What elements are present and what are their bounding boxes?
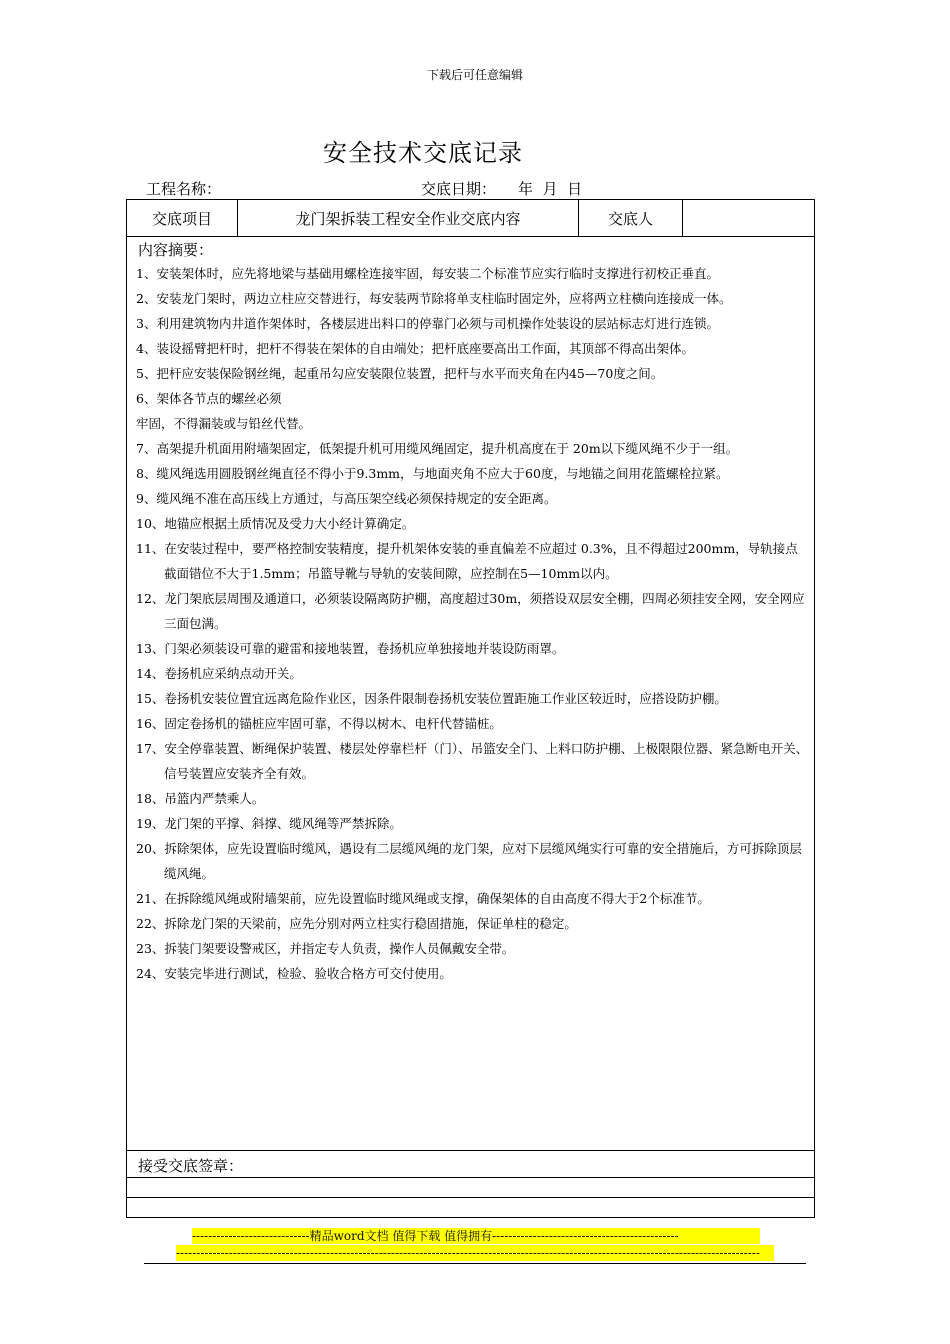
- form-header-row: [127, 200, 814, 237]
- item-label: 交底项目: [151, 209, 212, 228]
- day-label: 日: [567, 180, 583, 198]
- list-item: 16、固定卷扬机的锚桩应牢固可靠，不得以树木、电杆代替锚桩。: [136, 716, 502, 731]
- year-label: 年: [518, 180, 534, 198]
- list-item: 18、吊篮内严禁乘人。: [136, 791, 265, 806]
- month-label: 月: [542, 180, 558, 198]
- item-value: 龙门架拆装工程安全作业交底内容: [295, 209, 521, 228]
- header-note: 下载后可任意编辑: [426, 68, 523, 82]
- list-item: 10、地锚应根据土质情况及受力大小经计算确定。: [136, 516, 415, 531]
- list-item: 20、拆除架体，应先设置临时缆风，遇设有二层缆风绳的龙门架，应对下层缆风绳实行可靠的安全措施后，方可拆除顶层缆风绳。: [136, 841, 802, 881]
- list-item: 6、架体各节点的螺丝必须: [136, 391, 282, 406]
- list-item: 5、把杆应安装保险钢丝绳，起重吊勾应安装限位装置，把杆与水平而夹角在内45—70度之间。: [136, 366, 664, 381]
- signature-row: [127, 1152, 814, 1178]
- list-item: 7、高架提升机面用附墙架固定，低架提升机可用缆风绳固定，提升机高度在于 20m以下缆风绳不少于一组。: [136, 441, 739, 456]
- list-item: 9、缆风绳不准在高压线上方通过，与高压架空线必须保持规定的安全距离。: [136, 491, 557, 506]
- list-item: 牢固，不得漏装或与铅丝代替。: [136, 416, 312, 431]
- person-label: 交底人: [607, 209, 653, 228]
- list-item: 4、装设摇臂把杆时，把杆不得装在架体的自由端处；把杆底座要高出工作面，其顶部不得高出架体。: [136, 341, 694, 356]
- list-item: 22、拆除龙门架的天梁前，应先分别对两立柱实行稳固措施，保证单柱的稳定。: [136, 916, 577, 931]
- footer-rule: [144, 1263, 806, 1264]
- list-item: 15、卷扬机安装位置宜远离危险作业区，因条件限制卷扬机安装位置距施工作业区较近时，应搭设防护棚。: [136, 691, 727, 706]
- list-item: 11、在安装过程中，要严格控制安装精度，提升机架体安装的垂直偏差不应超过 0.3%，且不得超过200mm，导轨接点截面错位不大于1.5mm；吊篮导靴与导轨的安装间隙，应控制在5—10mm以内。: [136, 541, 798, 581]
- list-item: 1、安装架体时，应先将地梁与基础用螺栓连接牢固，每安装二个标准节应实行临时支撑进行初校正垂直。: [136, 266, 719, 281]
- project-name-label: 工程名称：: [146, 180, 222, 198]
- disclosure-form: [126, 199, 815, 1218]
- person-value[interactable]: [683, 200, 814, 236]
- summary-label: 内容摘要：: [138, 241, 214, 259]
- list-item: 8、缆风绳选用圆股钢丝绳直径不得小于9.3mm，与地面夹角不应大于60度，与地锚之间用花篮螺栓拉紧。: [136, 466, 729, 481]
- list-item: 3、利用建筑物内井道作架体时，各楼层进出料口的停靠门必须与司机操作处装设的层站标志灯进行连锁。: [136, 316, 719, 331]
- list-item: 23、拆装门架要设警戒区，并指定专人负责，操作人员佩戴安全带。: [136, 941, 515, 956]
- footer-line-2: ------------------------------------------------------------------------------------------------------------------------------------------------: [176, 1245, 774, 1261]
- list-item: 19、龙门架的平撑、斜撑、缆风绳等严禁拆除。: [136, 816, 402, 831]
- list-item: 17、安全停靠装置、断绳保护装置、楼层处停靠栏杆（门）、吊篮安全门、上料口防护棚、上极限限位器、紧急断电开关、信号装置应安装齐全有效。: [136, 741, 809, 781]
- footer-line-1: -----------------------------精品word文档 值得下载 值得拥有----------------------------------------------: [192, 1228, 760, 1244]
- item-list: [136, 261, 810, 986]
- list-item: 24、安装完毕进行测试，检验、验收合格方可交付使用。: [136, 966, 452, 981]
- signature-label: 接受交底签章：: [138, 1157, 244, 1175]
- page-title: 安全技术交底记录: [323, 139, 523, 167]
- list-item: 13、门架必须装设可靠的避雷和接地装置，卷扬机应单独接地并装设防雨罩。: [136, 641, 565, 656]
- blank-row: [127, 1178, 814, 1198]
- list-item: 2、安装龙门架时，两边立柱应交替进行，每安装两节除将单支柱临时固定外，应将两立柱横向连接成一体。: [136, 291, 732, 306]
- content-summary-section: [127, 237, 814, 1151]
- date-label: 交底日期：: [421, 180, 497, 198]
- list-item: 12、龙门架底层周围及通道口，必须装设隔离防护棚，高度超过30m，须搭设双层安全棚，四周必须挂安全网，安全网应三面包满。: [136, 591, 805, 631]
- date-field: [421, 178, 582, 199]
- list-item: 14、卷扬机应采纳点动开关。: [136, 666, 302, 681]
- list-item: 21、在拆除缆风绳或附墙架前，应先设置临时缆风绳或支撑，确保架体的自由高度不得大于2个标准节。: [136, 891, 710, 906]
